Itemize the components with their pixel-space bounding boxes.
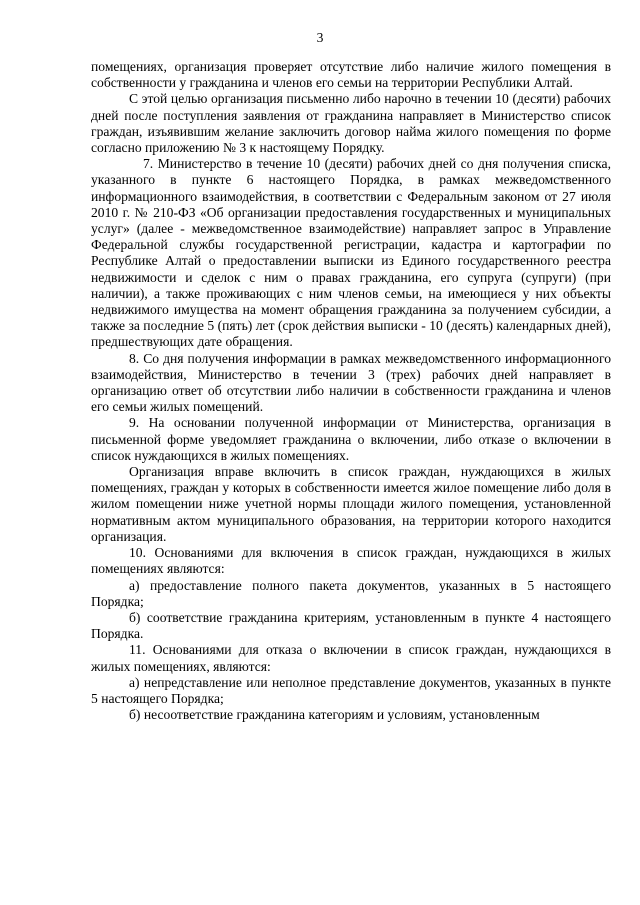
paragraph-clause-8: 8. Со дня получения информации в рамках межведомственного информационного взаимодействия, Министерство в течении 3 (трех) рабочих дней направляет в организацию ответ об отсутствии либо наличии в собственности гражданина и членов его семьи жилых помещений. [91,350,611,415]
paragraph-continuation: помещениях, организация проверяет отсутствие либо наличие жилого помещения в собственности у гражданина и членов его семьи на территории Республики Алтай. [91,59,611,91]
document-body [91,59,611,723]
paragraph-organization-right: Организация вправе включить в список граждан, нуждающихся в жилых помещениях, граждан у которых в собственности имеется жилое помещение либо доля в жилом помещении ниже учетной нормы площади жилого помещения, установленной нормативным актом муниципального образования, на территории которого находится организация. [91,464,611,544]
paragraph-clause-10-b: б) соответствие гражданина критериям, установленным в пункте 4 настоящего Порядка. [91,609,611,642]
paragraph-clause-11-b: б) несоответствие гражданина категориям и условиям, установленным [129,707,540,723]
paragraph-clause-11: 11. Основаниями для отказа о включении в список граждан, нуждающихся в жилых помещениях, являются: [91,642,611,674]
page-number: 3 [316,30,324,45]
paragraph-list-submission: С этой целью организация письменно либо нарочно в течении 10 (десяти) рабочих дней после поступления заявления от гражданина направляет в Министерство список граждан, изъявившим желание заключить договор найма жилого помещения по форме согласно приложению № 3 к настоящему Порядку. [91,91,611,156]
paragraph-clause-9: 9. На основании полученной информации от Министерства, организация в письменной форме уведомляет гражданина о включении, либо отказе о включении в список нуждающихся в жилых помещениях. [91,415,611,463]
paragraph-clause-10: 10. Основаниями для включения в список граждан, нуждающихся в жилых помещениях являются: [91,545,611,577]
paragraph-clause-10-a: а) предоставление полного пакета документов, указанных в 5 настоящего Порядка; [91,577,611,609]
paragraph-clause-11-a: а) непредставление или неполное представление документов, указанных в пункте 5 настоящего Порядка; [91,674,611,706]
paragraph-clause-7: 7. Министерство в течение 10 (десяти) рабочих дней со дня получения списка, указанного в пункте 6 настоящего Порядка, в рамках межведомственного информационного взаимодействия, в соответствии с Федеральным законом от 27 июля 2010 г. № 210-ФЗ «Об организации предоставления государственных и муниципальных услуг» (далее - межведомственное взаимодействие) направляет запрос в Управление Федеральной службы государственной регистрации, кадастра и картографии по Республике Алтай о предоставлении выписки из Единого государственного реестра недвижимости и сделок с ним о правах гражданина, его супруга (супруги) (при наличии), а также проживающих с ним членов семьи, на имеющиеся у них объекты недвижимого имущества на момент обращения гражданина за получением субсидии, а также за последние 5 (пять) лет (срок действия выписки - 10 (десять) календарных дней), предшествующих дате обращения. [91,156,611,350]
